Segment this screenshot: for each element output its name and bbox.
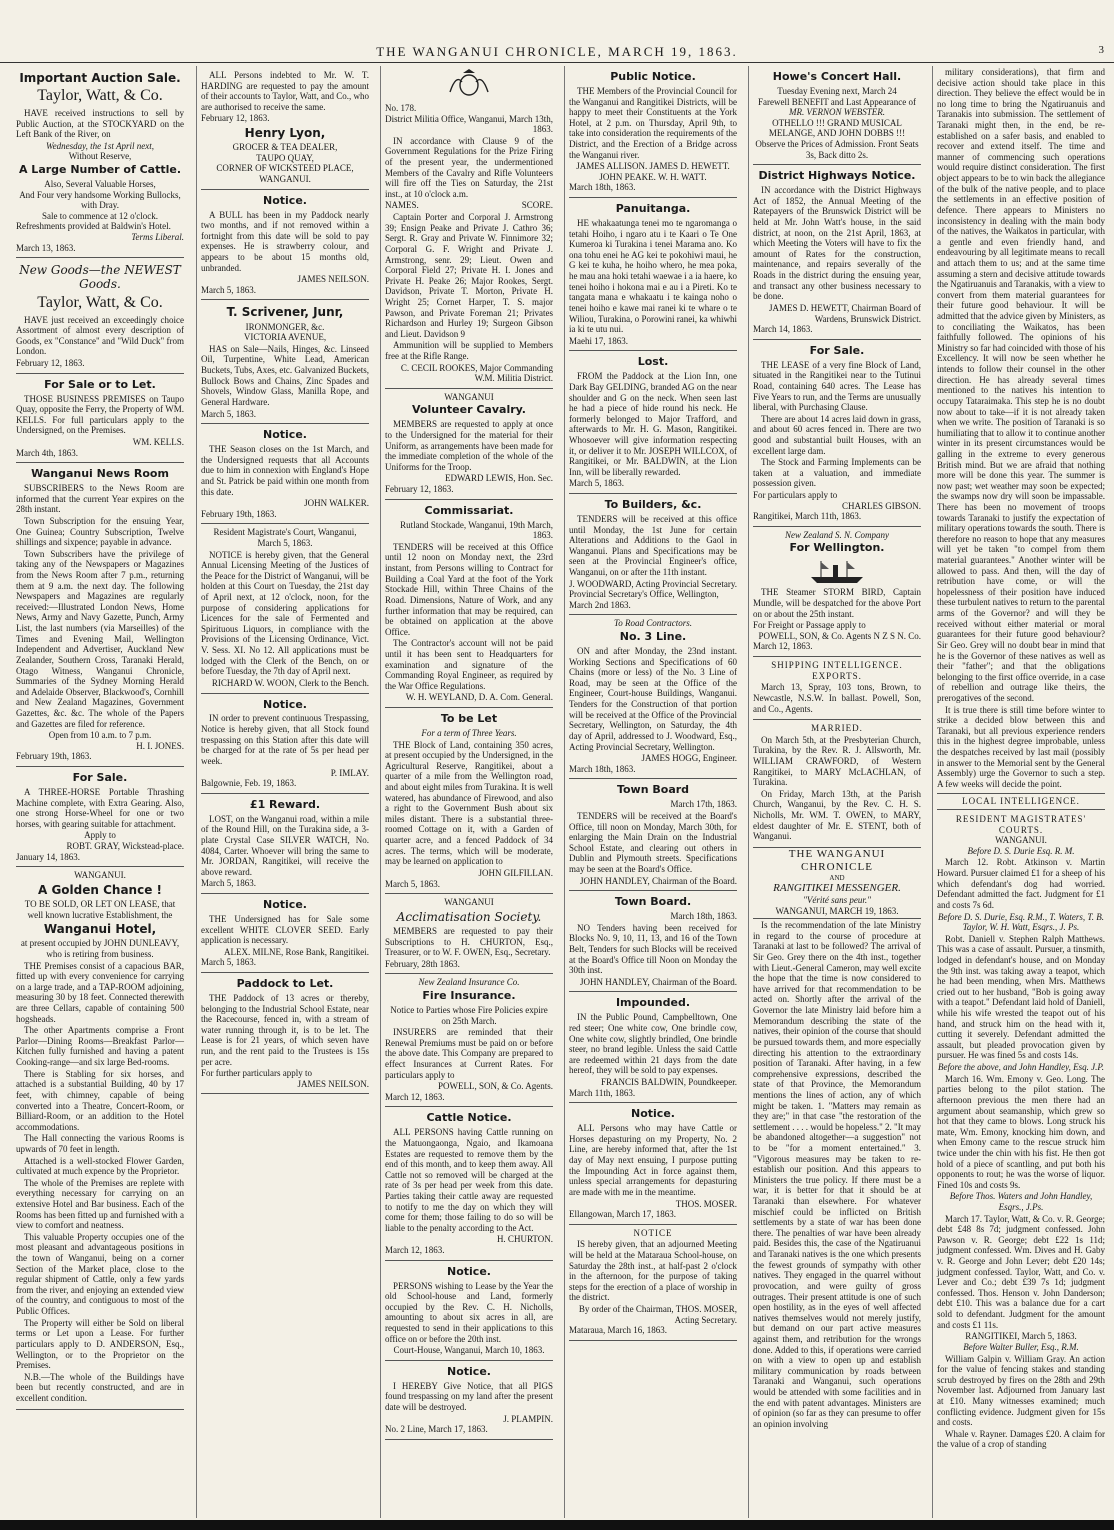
rm-town: WANGANUI. [995,835,1047,846]
panuitanga-body: HE whakaatunga tenei mo te ngaromanga o tetahi Hoiho, i ngaro atu i te Kaari o Te One Kumeroa ki Turakina i tenei Marama ano. Ko ona tohu enei he AG kei te pokohiwi maui, he G kei te kuha, he hoiho whero, he mea poka, he mau ana hoki tetahi waewae i a ia haere, ko tenei hoiho i hokona mai e au i a Pireti. Ko te tangata mana e whakaatu i te kainga noho o tenei hoiho e kawe mai ranei ki te whare o te Wiliou, Turakina, o Porowini ranei, ka whiwhi ia ki te utu nui. [569,218,737,335]
licensing-sign: RICHARD W. WOON, Clerk to the Bench. [211,677,369,688]
clover-heading: Notice. [263,897,307,911]
concert-benefit: Farewell BENEFIT and Last Appearance of [757,96,917,107]
sale-or-let-dated: March 4th, 1863. [16,447,78,458]
commissariat-heading: Commissariat. [424,503,514,517]
steamer-company: New Zealand S. N. Company [784,529,889,540]
golden-hotel: Wanganui Hotel, [43,922,157,937]
golden-p8: The Property will either be Sold on liberal terms or Let upon a Lease. For further particulars apply to D. ANDERSON, Esq., Wellington, or to the Proprietor on the Premises. [16,1317,184,1371]
panuitanga-heading: Panuitanga. [615,202,691,216]
paddock-sign: JAMES NEILSON. [297,1078,369,1089]
auction-ad [16,66,184,258]
mataraua-notice [569,1225,737,1341]
builders-notice [569,494,737,615]
road-contractors-notice [569,615,737,779]
highways-notice [753,165,921,340]
builders-heading: To Builders, &c. [604,498,702,512]
masthead [0,0,1114,63]
for-sale-body: A THREE-HORSE Portable Thrashing Machine complete, with Extra Gearing. Also, one strong Horse-Wheel for one or two horses, with gearing suitable for attachment. [16,786,184,829]
paddock-body: THE Paddock of 13 acres or thereby, belonging to the Industrial School Estate, near the Racecourse, fenced in, with a stream of water running through it, is to be let. The Lease is for 21 years, of which seven have run, and the rent paid to the Trustees is 15s per acre. [201,992,369,1067]
impounded-heading: Impounded. [615,996,691,1010]
shipping-section [753,657,921,720]
to-be-let-heading: To be Let [440,712,498,726]
news-room-dated: February 19th, 1863. [16,751,92,762]
rangitikei-heading: RANGITIKEI, March 5, 1863. [965,1331,1077,1342]
for-sale-apply: Apply to [84,830,116,841]
rangitikei-case-1: William Galpin v. William Gray. An action for the value of fencing stakes and standing scrub destroyed by fires on the 28th and 29th November last. Adjourned from January last at £10. Many witnesses examined; much conflicting evidence. Judgment given for 15s and costs. [937,1353,1105,1428]
lyon-trade: GROCER & TEA DEALER, [232,142,338,153]
commissariat-place: Rutland Stockade, Wanganui, 19th March, 1863. [400,519,553,541]
acclimatisation-dated: February, 28th 1863. [385,958,460,969]
lyon-corner: CORNER OF WICKSTEED PLACE, WANGANUI. [216,163,354,185]
highways-sign: JAMES D. HEWETT, Chairman Board of Wardens, Brunswick District. [768,302,921,324]
school-notice [385,1261,553,1361]
lyon-heading: Henry Lyon, [244,126,326,141]
rm-before-3: Before the above, and John Handley, Esq. J.P. [938,1062,1104,1073]
builders-sign: J. WOODWARD, Acting Provincial Secretary. [569,578,737,589]
column-6 [932,66,1109,1518]
militia-score-label: SCORE. [521,200,553,211]
lease-place: Rangitikei, March 11th, 1863. [753,511,862,522]
pigs-heading: Notice. [447,1364,491,1378]
concert-artist: MR. VERNON WEBSTER. [789,107,885,118]
school-heading: Notice. [447,1264,491,1278]
moser-body: ALL Persons who may have Cattle or Horses depasturing on my Property, No. 2 Line, are hereby informed that, after the 1st day of May next ensuing, I purpose putting the Impounding Act in force against them, unless special arrangements for depasturing are made with me in the meantime. [569,1123,737,1197]
golden-p3: There is Stabling for six horses, and attached is a substantial Building, 40 by 17 feet, with chimney, capable of being converted into a Theatre, Concert-Room, or Billiard-Room, or an addition to the Hotel accommodations. [16,1068,184,1132]
auction-also: Also, Several Valuable Horses, [44,179,156,190]
married-heading: MARRIED. [811,723,863,734]
militia-office: District Militia Office, Wanganui, March 13th, 1863. [385,113,553,135]
militia-no: No. 178. [385,103,417,113]
rm-heading: RESIDENT MAGISTRATES' COURTS. [955,814,1087,835]
sale-or-let-sign: WM. KELLS. [132,436,184,447]
news-room-heading: Wanganui News Room [31,467,169,481]
editorial-section [753,848,921,1430]
bull-sign: JAMES NEILSON. [297,274,369,285]
board1-heading: Town Board [616,783,690,797]
golden-p1: THE Premises consist of a capacious BAR, fitted up with every convenience for carrying on a large trade, and a TAP-ROOM adjoining, measuring 30 by 18 feet. Connected therewith are three Cellars, capable of containing 500 hogsheads. [16,960,184,1024]
highways-heading: District Highways Notice. [758,169,916,183]
exports-heading: EXPORTS. [812,670,862,681]
shipping-heading: SHIPPING INTELLIGENCE. [771,660,903,671]
highways-dated: March 14, 1863. [753,324,813,335]
lost-notice [569,351,737,494]
commissariat-notice [385,500,553,708]
board2-dated: March 18th, 1863. [670,911,737,922]
goods-body: HAVE just received an exceedingly choice Assortment of almost every description of Goods, ex "Constance" and "Wild Duck" from London. [16,314,184,357]
scrivener-place: VICTORIA AVENUE, [243,332,327,343]
golden-town: WANGANUI. [74,870,126,881]
column-2 [196,66,373,1518]
column-3 [380,66,557,1518]
golden-p7: This valuable Property occupies one of the most pleasant and advantageous positions in the town of Wanganui, being on a corner Section of the Market place, close to the regular shipment of Cattle, only a few yards from the river, and enjoying an extended view of the country, and contiguous to most of the Public Offices. [16,1231,184,1317]
goods-dated: February 12, 1863. [16,357,85,368]
sale-or-let-body: THOSE BUSINESS PREMISES on Taupo Quay, opposite the Ferry, the Property of WM. KELLS. For full particulars apply to the Undersigned, on the Premises. [16,393,184,436]
builders-place: Provincial Secretary's Office, Wellington, March 2nd 1863. [569,589,719,610]
rm-case-3: March 16. Wm. Emony v. Geo. Long. The parties belong to the pilot station. The afternoon previous the men there had an argument about seamanship, which grew so hot that they came to blows. Long struck his mate, Wm. Emony, knocking him down, and when Emony came to the rescue struck him twice under the chin with his fist. He then got hold of a piece of scantling, and put both his opponents to rout; he was the worse of liquor. Fined 10s and costs 9s. [937,1073,1105,1190]
pigs-body: I HEREBY Give Notice, that all PIGS found trespassing on my land after the present date will be destroyed. [385,1380,553,1413]
rm-case-1: March 12. Robt. Atkinson v. Martin Howard. Pursuer claimed £1 for a sheep of his which defendant's dog had worried. Defendant admitted the fact. Judgment for £1 and costs 7s 6d. [937,857,1105,910]
page-bottom-edge [0,1520,1114,1530]
mataraua-heading: NOTICE [633,1227,673,1238]
concert-play: OTHELLO !!! GRAND MUSICAL MELANGE, AND JOHN DOBBS !!! [768,117,906,139]
cavalry-dated: February 12, 1863. [385,484,454,495]
lost-heading: Lost. [637,355,669,369]
steamer-body: THE Steamer STORM BIRD, Captain Mundle, will be despatched for the above Port on or about the 25th instant. [753,587,921,619]
clover-dated: March 5, 1863. [201,957,256,968]
editorial-continued: military considerations), that firm and decisive action should take place in this direction. They believe the effect would be in no long time to bring the Ngatiruanuis and Taranakis into submission. The settlement of Taranaki might then, in the end, be re-established on a safer basis, and enabled to recover and extend itself. The time and manner of commencing such operations would require distinct consideration. The first object appears to be to win back the allegiance of the bulk of the native people, and to place the settlements in an effective position of defence. There appears to Ministers no inconsistency in dealing with the main body of the natives, the Waikatos in particular, with a gentle and even friendly hand, and endeavouring by all legitimate means to recall and attach them to us; and at the same time assuming a stern and decisive attitude towards the Ngatiruanuis and Taranakis, with a view to convert from them material guarantees for their future good behaviour. It will be admitted that the advice given by Ministers, as to conciliating the Waikatos, has been faithfully followed. The opinions of his Ministry so far had coincided with those of his Excellency. It will now be seen whether he intends to follow their counsel in the other direction. He has already several times mentioned to the natives his intention to occupy Tataraimaka. This step he is no doubt now about to take—if it is not already taken when we write. The position of Taranaki is so humiliating that to allow it to continue another winter in its present circumstances would be galling in the extreme to every generous British mind. But we are afraid that nothing more will be done this year. The summer is now past; wet weather may soon be expected; the swamps now dry will soon be impassable. There has been no movement of troops towards Taranaki to justify the expectation of military operations towards the south. There is therefore no reason to hope that any measures will yet be taken "to compel from them material guarantees." Another winter will be allowed to pass. And then, will the day of retribution have come, or will the hopelessness of their position have induced these turbulent natives to return to the parental arms of the Governor? and will they be received without either material or moral guarantees for their future good behaviour? Sir Geo. Grey will no doubt bear in mind that he is the Governor of these natives as well as their "father"; and that the obligations belonging to the first office override, in a case of rebellion and outrage like theirs, the prerogatives of the second. [937,67,1105,703]
lyon-ad [201,66,369,190]
cavalry-heading: Volunteer Cavalry. [412,403,526,417]
season-sign: JOHN WALKER. [304,498,369,509]
acclimatisation-body: MEMBERS are requested to pay their Subscriptions to H. CHURTON, Esq., Treasurer, or to W. F. OWEN, Esq., Secretary. [385,925,553,958]
golden-p4: The Hall connecting the various Rooms is upwards of 70 feet in length. [16,1133,184,1154]
goods-ad [16,258,184,373]
paper-and: AND [829,873,845,882]
steamer-dated: March 12, 1863. [753,641,813,652]
concert-ad [753,66,921,165]
newspaper-title: THE WANGANUI CHRONICLE, MARCH 19, 1863. [376,44,738,59]
auction-date: Wednesday, the 1st April next, [46,140,154,151]
golden-chance-ad [16,867,184,1409]
builders-body: TENDERS will be received at this office until Monday, the 1st June for certain Alterations and Additions to the Gaol in Wanganui. Plans and Specifications may be seen at the Provincial Engineer's office, Wanganui, on or after the 11th instant. [569,513,737,578]
golden-nb: N.B.—The whole of the Buildings have been but recently constructed, and are in excellent condition. [16,1371,184,1403]
board2-heading: Town Board. [614,895,692,909]
golden-occupant: at present occupied by JOHN DUNLEAVY, who is retiring from business. [20,938,180,959]
insurance-heading: Fire Insurance. [422,988,516,1002]
panuitanga-notice [569,198,737,351]
lease-body-3: The Stock and Farming Implements can be taken at a valuation, and immediate possession given. [753,457,921,489]
news-room-body-2: Town Subscription for the ensuing Year, One Guinea; Country Subscription, Twelve shillings and sixpence; payable in advance. [16,515,184,548]
clover-body: THE Undersigned has for Sale some excellent WHITE CLOVER SEED. Early application is necessary. [201,913,369,946]
highways-body: IN accordance with the District Highways Act of 1852, the Annual Meeting of the Ratepayers of the Brunswick District will be held at Mr. John Watt's house, in the said district, at noon, on the 21st April, 1863, at which Meeting the Voters will have to fix the amount of Rates for the construction, maintenance, and repairs severally of the Roads in the district during the ensuing year, and transact any other business necessary to be done. [753,185,921,302]
auction-refresh: Refreshments provided at Baldwin's Hotel. [16,221,171,232]
for-sale-sign: ROBT. GRAY, Wickstead-place. [66,841,184,851]
board1-body: TENDERS will be received at the Board's Office, till noon on Monday, March 30th, for enlarging the Main Drain on the Industrial School Estate, and clearing out others in Dublin and Plymouth streets. Specifications may be seen at the Board's Office. [569,810,737,874]
cattle-sign: H. CHURTON. [496,1234,553,1245]
bull-heading: Notice. [263,193,307,207]
scrivener-dated: March 5, 1863. [201,408,256,419]
season-dated: February 19th, 1863. [201,508,277,519]
mataraua-sign: By order of the Chairman, THOS. MOSER, Acting Secretary. [578,1304,737,1325]
rangitikei-case-2: Whale v. Rayner. Damages £20. A claim for the value of a crop of standing [937,1428,1105,1450]
insurance-notice [385,974,553,1107]
town-board-notice-2 [569,891,737,992]
licensing-body: NOTICE is hereby given, that the General Annual Licensing Meeting of the Justices of the Peace for the District of Wanganui, will be holden at this Court on Tuesday, the 21st day of April next, at 12 o'clock, noon, for the purpose of considering applications for Licences for the sale of Fermented and Spirituous Liquors, in compliance with the Provisions of the Licensing Ordinance, Vict. V. Sess. XI. No 12. All applications must be lodged with the Clerk of the Bench, on or before Tuesday, the 7th day of April next. [201,549,369,677]
lease-body-1: THE LEASE of a very fine Block of Land, situated in the Rangitikei near to the Tutinui Road, containing 640 acres. The Lease has Five Years to run, and the Terms are unusually liberal, with Purchasing Clause. [753,359,921,413]
moser-heading: Notice. [631,1107,675,1121]
public-dated: March 18th, 1863. [569,182,636,193]
reward-dated: March 5, 1863. [201,878,256,889]
column-1 [12,66,188,1518]
paper-sub: RANGITIKEI MESSENGER. [773,882,901,895]
lease-sign: CHARLES GIBSON. [841,500,921,511]
lease-heading: For Sale. [809,343,865,357]
board1-dated: March 17th, 1863. [670,799,737,810]
acclimatisation-town: WANGANUI [444,897,494,908]
rm-before-4: Before Thos. Waters and John Handley, Esqrs., J.Ps. [949,1191,1093,1212]
for-sale-heading: For Sale. [72,770,128,784]
cattle-body: ALL PERSONS having Cattle running on the Matuongaonga, Ngaio, and Ikamoana Estates are requested to remove them by the end of this month, and to keep them away. All Cattle not so removed will be charged at the rate of 3s per head per week from this date. Parties taking their cattle away are requested to notify to me the day on which they will come for them; those failing to do so will be liable to the penalty according to the Act. [385,1127,553,1233]
line-dated: March 18th, 1863. [569,763,636,774]
cattle-notice [385,1107,553,1260]
insurance-sub: Notice to Parties whose Fire Policies expire on 25th March. [390,1004,548,1026]
town-board-notice-1 [569,779,737,891]
local-heading: LOCAL INTELLIGENCE. [937,793,1105,810]
rangitikei-before: Before Walter Buller, Esq., R.M. [963,1341,1079,1352]
militia-list: Captain Porter and Corporal J. Armstrong 39; Ensign Peake and Private J. Cathro 36; Sergt. R. Gray and Private W. Finnimore 32; Corporal G. F. Wright and Private J. Armstrong, senr. 29; Lieut. Owen and Corporal Field 27; Private H. I. Jones and Private H. Peake 26; Major Rookes, Sergt. Davidson, Private T. Morton, Private H. Wright 25; Cornet Harper, T. S. major Pawson, and Private Foreman 21; Privates Richardson and Hurley 19; Surgeon Gibson and Lieut. Davidson 9 [385,212,553,339]
militia-body: IN accordance with Clause 9 of the Government Regulations for the Prize Firing of the present year, the undermentioned Members of the Cavalry and Rifle Volunteers will fire off the Ties on Saturday, the 21st inst., at 10 o'clock a.m. [385,135,553,199]
concert-date: Tuesday Evening next, March 24 [777,85,897,96]
to-be-let-sign: JOHN GILFILLAN. [478,867,553,878]
acclimatisation-notice [385,894,553,974]
to-be-let-dated: March 5, 1863. [385,878,440,889]
season-heading: Notice. [263,428,307,442]
scrivener-heading: T. Scrivener, Junr, [226,305,344,320]
lost-dated: March 5, 1863. [569,478,624,489]
commissariat-sign: W. H. WEYLAND, D. A. Com. General. [405,692,553,703]
mataraua-body: IS hereby given, that an adjourned Meeting will be held at the Mataraua School-house, on Saturday the 28th inst., at half-past 2 o'clock in the afternoon, for the purpose of taking steps for the erection of a place of worship in the district. [569,1239,737,1303]
commissariat-body-1: TENDERS will be received at this Office until 12 noon on Monday next, the 23rd instant, from Persons willing to Contract for Building a Coal Yard at the foot of the York Stockade Hill, within Three Chains of the Road. Dimensions, Nature of Work, and any further information that may be required, can be obtained on application at the above Office. [385,541,553,637]
paddock-heading: Paddock to Let. [236,976,334,990]
lyon-place: TAUPO QUAY, [256,152,314,163]
impounded-sign: FRANCIS BALDWIN, Poundkeeper. [601,1077,737,1088]
season-notice [201,424,369,524]
harding-dated: February 12, 1863. [201,113,270,124]
page-number: 3 [1098,44,1104,56]
rm-before-1: Before D. S. Durie Esq. R. M. [967,845,1075,856]
married-body-2: On Friday, March 13th, at the Parish Church, Wanganui, by the Rev. C. H. S. Nicholls, Mr. WM. T. OWEN, to MARY, eldest daughter of Mr. E. STENT, both of Wanganui. [753,788,921,842]
exports-body: March 13, Spray, 103 tons, Brown, to Newcastle, N.S.W. In ballast. Powell, Son, and Co., Agents. [753,682,921,714]
board2-sign: JOHN HANDLEY, Chairman of the Board. [579,976,737,987]
paddock-apply: For further particulars apply to [201,1068,312,1079]
steamer-heading: For Wellington. [789,541,885,555]
bull-dated: March 5, 1863. [201,284,256,295]
news-room-hours: Open from 10 a.m. to 7 p.m. [48,730,152,741]
cavalry-town: WANGANUI [444,391,494,402]
rm-before-2: Before D. S. Durie, Esq. R.M., T. Waters, T. B. Taylor, W. H. Watt, Esqrs., J. Ps. [938,911,1104,933]
paper-date: WANGANUI, MARCH 19, 1863. [753,906,921,920]
editorial-continued-2: It is true there is still time before winter to strike a decided blow between this and Taranaki, but all previous experience renders this in the highest degree improbable, unless the despatches received by last mail (possibly in answer to the Memorial sent by the General Assembly) urge the Governor to such a step. A few weeks will decide the point. [937,704,1105,789]
paddock-notice [201,973,369,1094]
trespass-notice [201,694,369,794]
editorial-body: Is the recommendation of the late Ministry in regard to the course of procedure at Taranaki at last to be followed? The arrival of Sir Geo. Grey there on the 4th inst., together with Lieut.-General Cameron, may well excite the hope that the time is now considered to have arrived for that recommendation to be acted on. Shortly after the arrival of the Governor the late Ministry laid before him a Memorandum describing the state of the natives, their opinion of the course that should be pursued towards them, and more especially directing his attention to the extraordinary position of Taranaki. After having, in a few comprehensive expressions, described the state of that Province, the Memorandum mentions the lines of action, any of which might be taken. 1. "Matters may remain as they are;" in that case "the restoration of the settlement . . . . would be hopeless." 2. "It may be abandoned altogether—a suggestion" not to be "for a moment entertained." 3. "Vigorous measures may be taken to re-establish our position. And this appears to Ministers the true policy. If there must be a war, it is better for that it should be at Taranaki than elsewhere. For whatever mischief could be inflicted on British settlements by a state of war has been done there. The penalties of war have been already paid. Besides this, the case of the Ngatiruanui and Taranaki natives is the one which presents the fewest grounds of sympathy with other natives. They engaged in the quarrel without provocation, and were guilty of gross outrages. Their present attitude is one of such open hostility, as in the eyes of well affected natives themselves would not merely justify, but demand on our part active measures against them, and retribution for the wrongs done. Added to this, if operations were carried on with a view to open up and establish military communication by roads between Taranaki and Wanganui, such operations would be attended with some facilities and in the end with patent advantages. Ministers are of opinion (so far as they can presume to offer an opinion involving [753,920,921,1429]
moser-sign: THOS. MOSER. [675,1198,737,1209]
moser-place: Ellangowan, March 17, 1863. [569,1209,676,1220]
steamship-icon [807,557,867,585]
auction-and: And Four very handsome Working Bullocks, with Dray. [19,189,181,211]
trespass-body: IN order to prevent continuous Trespassing, Notice is hereby given, that all Stock found trespassing on this Station after this date will be charged for at the rate of 5s per head per week. [201,713,369,766]
acclimatisation-heading: Acclimatisation Society. [396,909,542,924]
paper-motto: "Vérité sans peur." [803,894,871,905]
school-body: PERSONS wishing to Lease by the Year the old School-house and Land, formerly occupied by the Rev. C. H. Nicholls, amounting to about six acres in all, are requested to send in their applications to this office on or before the 20th inst. [385,1280,553,1344]
bull-notice [201,190,369,301]
goods-firm: Taylor, Watt, & Co. [37,293,163,311]
golden-sub: TO BE SOLD, OR LET ON LEASE, that well known lucrative Establishment, the [24,898,176,920]
steamer-sign: POWELL, SON, & Co. Agents N Z S N. Co. [758,630,921,641]
concert-heading: Howe's Concert Hall. [772,70,902,83]
news-room-body-3: Town Subscribers have the privilege of taking any of the Newspapers or Magazines from the News Room after 7 p.m., returning them at 9 a.m. the next day. The following Newspapers and Magazines are regularly received:—Illustrated London News, Home News, Army and Navy Gazette, Punch, Army List, the last numbers (via Marseilles) of the Times and Evening Mail, Wellington Independent and Advertiser, Auckland New Zealander, Southern Cross, Taranaki Herald, Otago Witness, Wanganui Chronicle, Summaries of the Sydney Morning Herald and Adelaide Observer, Blackwood's, Cornhill and New Zealand Magazines, Government Gazettes, &c. &c. The whole of the Papers and Gazettes are filed for reference. [16,548,184,729]
pigs-sign: J. PLAMPIN. [503,1413,553,1424]
to-be-let-sub: For a term of Three Years. [421,727,517,738]
married-section [753,720,921,848]
pigs-foot: No. 2 Line, March 17, 1863. [385,1424,488,1435]
impounded-notice [569,992,737,1103]
mataraua-place: Mataraua, March 16, 1863. [569,1325,667,1336]
auction-time: Sale to commence at 12 o'clock. [41,210,159,221]
for-sale-ad [16,767,184,867]
public-heading: Public Notice. [610,70,696,83]
rm-case-2: Robt. Daniell v. Stephen Ralph Matthews. This was a case of assault. Pursuer, a tinsmith, lodged in defendant's house, and on Monday the 9th inst. was taking away a teapot, which he had been mending, when Mrs. Matthews cried out to her husband, "Bob is going away with a teapot." Defendant laid hold of Daniell, while his wife wrested the teapot out of his hand, and struck him on the head with it, cutting it severely. Defendant admitted the assault, but pleaded provocation given by pursuer. He was fined 5s and costs 14s. [937,933,1105,1061]
sale-or-let-heading: For Sale or to Let. [44,377,156,391]
lost-body: FROM the Paddock at the Lion Inn, one Dark Bay GELDING, branded AG on the near shoulder and G on the neck. When seen last he had a piece of hide round his neck. He formerly belonged to Major Trafford, and afterwards to Mr. H. G. Mason, Rangitikei. Whosoever will give information respecting it, or deliver it to Mr. JOSEPH WILLCOX, of Rangitikei, or Mr. BALDWIN, at the Lion Inn, will be liberally rewarded. [569,371,737,477]
lease-for-sale-ad [753,340,921,527]
licensing-place: Resident Magistrate's Court, Wanganui, March 5, 1863. [213,527,357,548]
auction-heading: Important Auction Sale. [19,71,181,85]
insurance-dated: March 12, 1863. [385,1091,445,1102]
school-place: Court-House, Wanganui, March 10, 1863. [393,1345,545,1356]
panuitanga-dated: Maehi 17, 1863. [569,335,628,346]
public-signers: JAMES ALLISON. JAMES D. HEWETT. JOHN PEAKE. W. H. WATT. [576,161,730,182]
auction-cattle: A Large Number of Cattle. [18,163,182,177]
married-body-1: On March 5th, at the Presbyterian Church, Turakina, by the Rev. R. J. Allsworth, Mr. WILLIAM CRAWFORD, of Western Rangitikei, to MARY McLACHLAN, of Turakina. [753,734,921,788]
board1-sign: JOHN HANDLEY, Chairman of the Board. [579,875,737,886]
line-sign: JAMES HOGG, Engineer. [641,753,737,764]
scrivener-body: HAS on Sale—Nails, Hinges, &c. Linseed Oil, Turpentine, White Lead, American Buckets, Tubs, Axes, etc. Galvanized Buckets, Bullock Bows and Chains, Zinc Spades and Shovels, Window Glass, Manilla Rope, and General Hardware. [201,343,369,407]
impounded-dated: March 11th, 1863. [569,1087,636,1098]
harding-notice: ALL Persons indebted to Mr. W. T. HARDING are requested to pay the amount of their accounts to Taylor, Watt, and Co., who are authorised to receive the same. [201,70,369,112]
cattle-heading: Cattle Notice. [426,1111,512,1125]
cattle-dated: March 12, 1863. [385,1245,445,1256]
news-room-body-1: SUBSCRIBERS to the News Room are informed that the current Year expires on the 28th instant. [16,483,184,515]
golden-p2: The other Apartments comprise a Front Parlor—Dining Rooms—Breakfast Parlor—Kitchen fully furnished and having a patent Cooking-range—and six large Bed-rooms. [16,1025,184,1068]
militia-table-header [385,200,553,211]
insurance-company: New Zealand Insurance Co. [418,977,520,988]
moser-notice [569,1103,737,1224]
public-body: THE Members of the Provincial Council for the Wanganui and Rangitikei Districts, will be happy to meet their Constituents at the York Hotel, at 2 p.m. on Thursday, April 9th, to take into consideration the requirements of the District, and the Erection of a Bridge across the Wanganui river. [569,85,737,160]
clover-notice [201,894,369,973]
rm-case-4: March 17. Taylor, Watt, & Co. v. R. George; debt £48 8s 7d; judgment confessed. John Pawson v. R. George; debt £22 1s 11d; judgment confessed. Wm. Dives and H. Gaby v. R. George and John Lever; debt £20 14s; judgment confessed. Taylor, Watt, and Co. v. Lever and Co.; debt £39 7s 1d; judgment confessed. Thos. Henson v. John Danderson; debt £10. This was a balance due for a cart sold to defendant. Judgment for the amount and costs £1 11s. [937,1213,1105,1330]
public-notice [569,66,737,198]
paper-name: THE WANGANUI CHRONICLE [788,847,886,873]
auction-dated: March 13, 1863. [16,242,76,253]
steamer-freight: For Freight or Passage apply to [753,620,866,631]
scrivener-ad [201,300,369,424]
golden-p5: Attached is a well-stocked Flower Garden, cultivated at much expence by the Proprietor. [16,1155,184,1177]
bull-body: A BULL has been in my Paddock nearly two months, and if not removed within a fortnight from this date will be sold to pay expenses. He is strawberry colour, and appears to be about 15 months old, unbranded. [201,209,369,273]
pigs-notice [385,1361,553,1440]
cavalry-notice [385,389,553,500]
trespass-sign: P. IMLAY. [330,767,369,778]
insurance-body: INSURERS are reminded that their Renewal Premiums must be paid on or before the above date. This Company are prepared to effect Insurances at Current Rates. For particulars apply to [385,1027,553,1080]
insurance-sign: POWELL, SON, & Co. Agents. [437,1081,553,1092]
reward-notice [201,794,369,894]
column-5 [748,66,925,1518]
line-heading: No. 3 Line. [619,630,687,644]
golden-heading: A Golden Chance ! [37,882,162,897]
impounded-body: IN the Public Pound, Campbelltown, One red steer; One white cow, One brindle cow, One white cow, slightly brindled, One brindle steer, no brand legible. Unless the said Cattle are redeemed within 21 days from the date hereof, they will be sold to pay expenses. [569,1012,737,1076]
for-sale-dated: January 14, 1863. [16,851,80,862]
cavalry-sign: EDWARD LEWIS, Hon. Sec. [445,473,553,484]
steamer-ad [753,527,921,657]
road-heading: To Road Contractors. [614,618,692,629]
trespass-heading: Notice. [263,697,307,711]
auction-reserve: Without Reserve, [68,151,132,162]
to-be-let-body: THE Block of Land, containing 350 acres, at present occupied by the Undersigned, in the Agricultural Reserve, Rangitikei, about a quarter of a mile from the Wellington road, and about eight miles from Turakina. It is well watered, has abundance of Firewood, and also a right to the Government Bush about six miles distant. There is a substantial three-roomed Cottage on it, with a Garden of quarter acre, and a fenced Paddock of 34 acres. The terms, which will be moderate, may be learned on application to [385,739,553,867]
news-room-ad [16,463,184,767]
lease-body-2: There are about 14 acres laid down in grass, and about 60 acres fenced in. There are two good and substantial built Houses, with an excellent large dam. [753,413,921,456]
militia-sign: C. CECIL ROOKES, Major Commanding W.M. Militia District. [400,362,553,384]
scrivener-trade: IRONMONGER, &c. [245,321,325,332]
trespass-place: Balgownie, Feb. 19, 1863. [201,778,297,789]
to-be-let-ad [385,708,553,894]
goods-heading: New Goods—the NEWEST Goods. [19,263,181,292]
royal-crest-icon [442,68,496,98]
clover-sign: ALEX. MILNE, Rose Bank, Rangitikei. [224,946,369,957]
reward-body: LOST, on the Wanganui road, within a mile of the Round Hill, on the Turakina side, a 3-plate Crystal Case SILVER WATCH, No. 4084, Carter. Whoever will bring the same to Mr. JORDAN, Rangitikei, will receive the above reward. [201,813,369,877]
auction-terms: Terms Liberal. [131,232,184,243]
commissariat-body-2: The Contractor's account will not be paid until it has been sent to Headquarters for examination and signature of the Commanding Royal Engineer, as required by the War Office Regulations. [385,638,553,691]
auction-body: HAVE received instructions to sell by Public Auction, at the STOCKYARD on the Left Bank of the River, on [16,108,184,140]
militia-ammo: Ammunition will be supplied to Members free at the Rifle Range. [385,340,553,362]
lease-apply: For particulars apply to [753,490,838,501]
column-4 [564,66,741,1518]
season-body: THE Season closes on the 1st March, and the Undersigned requests that all Accounts due to him in connexion with England's Hope and St. Patrick be paid within one month from this date. [201,444,369,497]
sale-or-let-ad [16,374,184,464]
reward-heading: £1 Reward. [249,797,321,811]
board2-body: NO Tenders having been received for Blocks No. 9, 10, 11, 13, and 16 of the Town Belt, Tenders for such Blocks will be received at the Board's Office till Noon on Monday the 30th inst. [569,922,737,976]
cavalry-body: MEMBERS are requested to apply at once to the Undersigned for the material for their Uniform, as arrangements have been made for the immediate completion of the whole of the Uniforms for the Troop. [385,419,553,472]
militia-notice [385,100,553,389]
line-body: ON and after Monday, the 23nd instant. Working Sections and Specifications of 60 Chains (more or less) of the No. 3 Line of Road, may be seen at the Office of the Engineer, Court-house Buildings, Wanganui. Tenders for the Construction of that portion will be received at the Office of the Provincial Secretary, Wellington, on Saturday, the 4th day of April, addressed to J. Woodward, Esq., Acting Provincial Secretary, Wellington. [569,646,737,752]
news-room-sign: H. I. JONES. [136,740,184,751]
licensing-notice [201,524,369,693]
militia-names-label: NAMES. [385,200,419,211]
golden-p6: The whole of the Premises are replete with everything necessary for carrying on an extensive Hotel and Bar business. Each of the Rooms has been fitted up and furnished with a view to comfort and neatness. [16,1177,184,1231]
auction-firm: Taylor, Watt, & Co. [37,87,163,105]
concert-prices: Observe the Prices of Admission. Front Seats 3s, Back ditto 2s. [755,139,919,160]
